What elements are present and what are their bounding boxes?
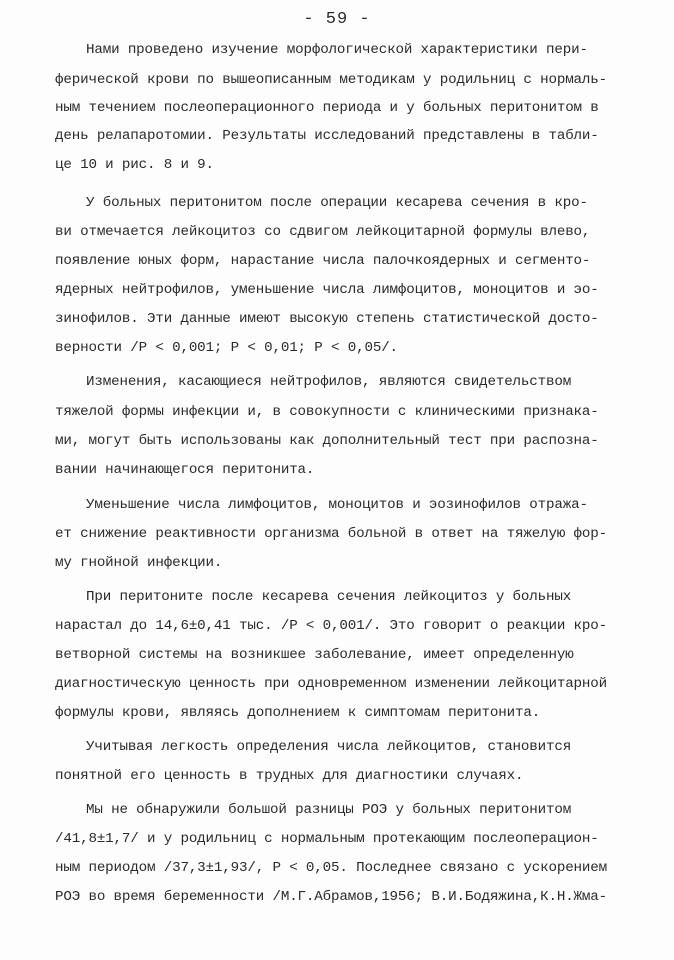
text-line: му гнойной инфекции.	[55, 555, 223, 571]
text-line: вании начинающегося перитонита.	[55, 462, 315, 478]
text-line: ным периодом /37,3±1,93/, Р < 0,05. Последнее связано с ускорением	[55, 860, 608, 876]
text-line: зинофилов. Эти данные имеют высокую степень статистической досто-	[55, 311, 599, 327]
text-line: У больных перитонитом после операции кесарева сечения в кро-	[86, 195, 588, 211]
text-line: ветворной системы на возникшее заболевание, имеет определенную	[55, 647, 574, 663]
text-line: тяжелой формы инфекции и, в совокупности с клиническими признака-	[55, 404, 599, 420]
text-line: ным течением послеоперационного периода и у больных перитонитом в	[55, 100, 599, 116]
text-line: Учитывая легкость определения числа лейкоцитов, становится	[86, 739, 572, 755]
text-line: Мы не обнаружили большой разницы РОЭ у больных перитонитом	[86, 802, 572, 818]
text-line: день релапаротомии. Результаты исследований представлены в табли-	[55, 128, 599, 144]
text-line: понятной его ценность в трудных для диагностики случаях.	[55, 768, 524, 784]
text-line: диагностическую ценность при одновременном изменении лейкоцитарной	[55, 676, 608, 692]
page-number: - 59 -	[303, 10, 371, 29]
text-line: появление юных форм, нарастание числа палочкоядерных и сегменто-	[55, 253, 591, 269]
text-line: Изменения, касающиеся нейтрофилов, являются свидетельством	[86, 374, 572, 390]
text-line: це 10 и рис. 8 и 9.	[55, 157, 214, 173]
text-line: ми, могут быть использованы как дополнительный тест при распозна-	[55, 433, 599, 449]
text-line: Уменьшение числа лимфоцитов, моноцитов и эозинофилов отража-	[86, 497, 588, 513]
text-line: При перитоните после кесарева сечения лейкоцитоз у больных	[86, 589, 572, 605]
text-line: Нами проведено изучение морфологической характеристики пери-	[86, 42, 588, 58]
text-line: формулы крови, являясь дополнением к симптомам перитонита.	[55, 705, 541, 721]
text-line: ферической крови по вышеописанным методикам у родильниц с нормаль-	[55, 72, 608, 88]
text-line: ет снижение реактивности организма больной в ответ на тяжелую фор-	[55, 526, 608, 542]
text-line: нарастал до 14,6±0,41 тыс. /Р < 0,001/. Это говорит о реакции кро-	[55, 618, 608, 634]
text-line: РОЭ во время беременности /М.Г.Абрамов,1956; В.И.Бодяжина,К.Н.Жма-	[55, 889, 608, 905]
text-line: верности /Р < 0,001; Р < 0,01; Р < 0,05/.	[55, 340, 398, 356]
text-line: /41,8±1,7/ и у родильниц с нормальным протекающим послеоперацион-	[55, 831, 599, 847]
text-line: ви отмечается лейкоцитоз со сдвигом лейкоцитарной формулы влево,	[55, 224, 591, 240]
text-line: ядерных нейтрофилов, уменьшение числа лимфоцитов, моноцитов и эо-	[55, 282, 599, 298]
